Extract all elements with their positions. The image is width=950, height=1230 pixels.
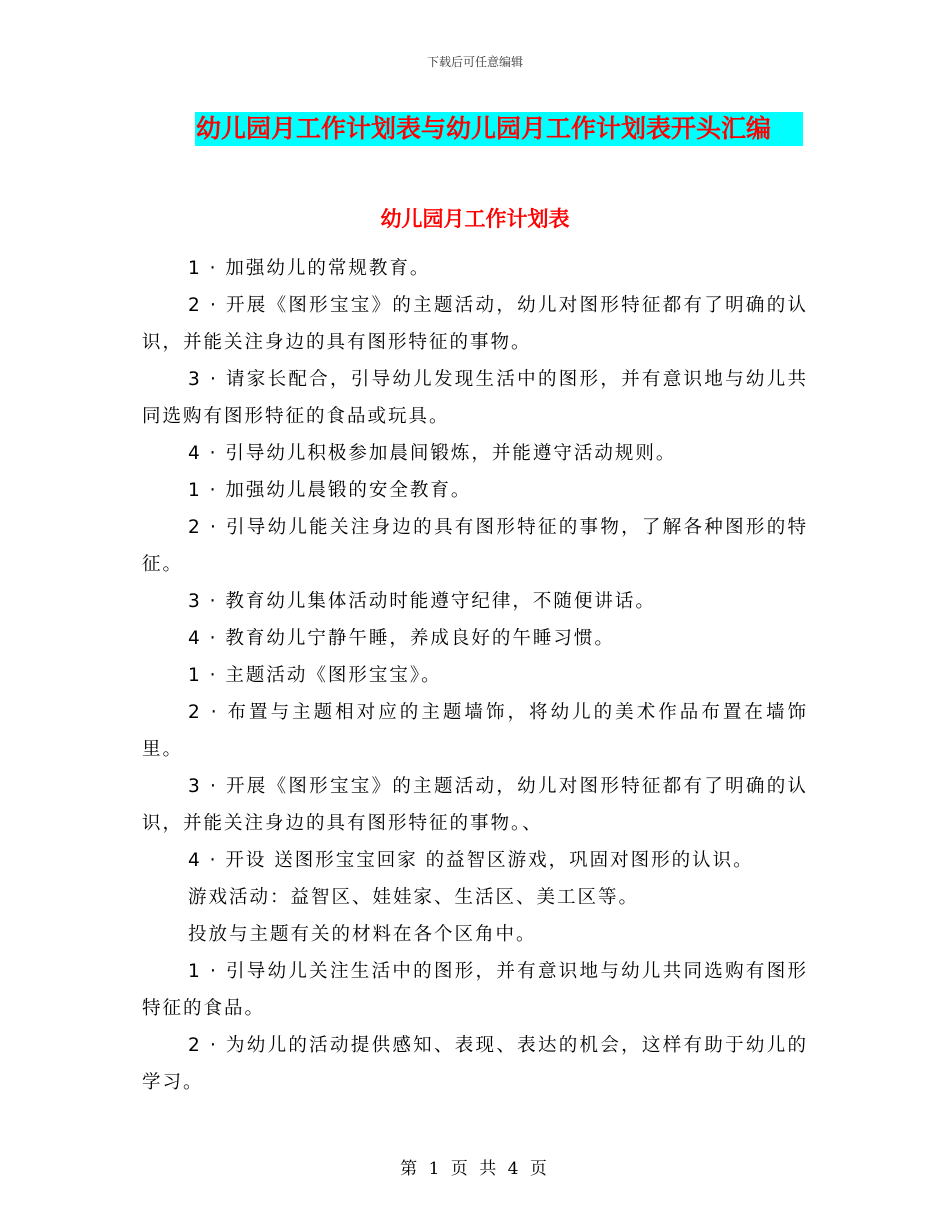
- document-title: 幼儿园月工作计划表与幼儿园月工作计划表开头汇编: [196, 114, 772, 143]
- paragraph: 4 · 教育幼儿宁静午睡，养成良好的午睡习惯。: [188, 628, 615, 649]
- paragraph: 4 · 开设 送图形宝宝回家 的益智区游戏，巩固对图形的认识。: [188, 850, 754, 871]
- paragraph: 游戏活动：益智区、娃娃家、生活区、美工区等。: [188, 887, 640, 908]
- paragraph: 4 · 引导幼儿积极参加晨间锻炼，并能遵守活动规则。: [188, 443, 677, 464]
- paragraph: 3 · 开展《图形宝宝》的主题活动，幼儿对图形特征都有了明确的认识，并能关注身边的具有图形特征的事物。、: [142, 776, 808, 834]
- paragraph: 1 · 引导幼儿关注生活中的图形，并有意识地与幼儿共同选购有图形特征的食品。: [142, 961, 808, 1019]
- paragraph: 投放与主题有关的材料在各个区角中。: [188, 924, 537, 945]
- paragraph: 1 · 加强幼儿的常规教育。: [188, 258, 431, 279]
- paragraph: 1 · 主题活动《图形宝宝》。: [188, 665, 442, 686]
- page-footer: 第 1 页 共 4 页: [400, 1159, 550, 1179]
- paragraph: 2 · 为幼儿的活动提供感知、表现、表达的机会，这样有助于幼儿的学习。: [142, 1035, 808, 1093]
- document-title-highlight: [195, 112, 803, 146]
- header-note: 下载后可任意编辑: [426, 55, 523, 69]
- body-text: [142, 250, 808, 1101]
- paragraph: 3 · 教育幼儿集体活动时能遵守纪律，不随便讲话。: [188, 591, 656, 612]
- paragraph: 3 · 请家长配合，引导幼儿发现生活中的图形，并有意识地与幼儿共同选购有图形特征的食品或玩具。: [142, 369, 808, 427]
- section-title: 幼儿园月工作计划表: [380, 207, 570, 231]
- paragraph: 2 · 引导幼儿能关注身边的具有图形特征的事物，了解各种图形的特征。: [142, 517, 808, 575]
- paragraph: 2 · 布置与主题相对应的主题墙饰，将幼儿的美术作品布置在墙饰里。: [142, 702, 808, 760]
- paragraph: 2 · 开展《图形宝宝》的主题活动，幼儿对图形特征都有了明确的认识，并能关注身边的具有图形特征的事物。: [142, 295, 808, 353]
- paragraph: 1 · 加强幼儿晨锻的安全教育。: [188, 480, 472, 501]
